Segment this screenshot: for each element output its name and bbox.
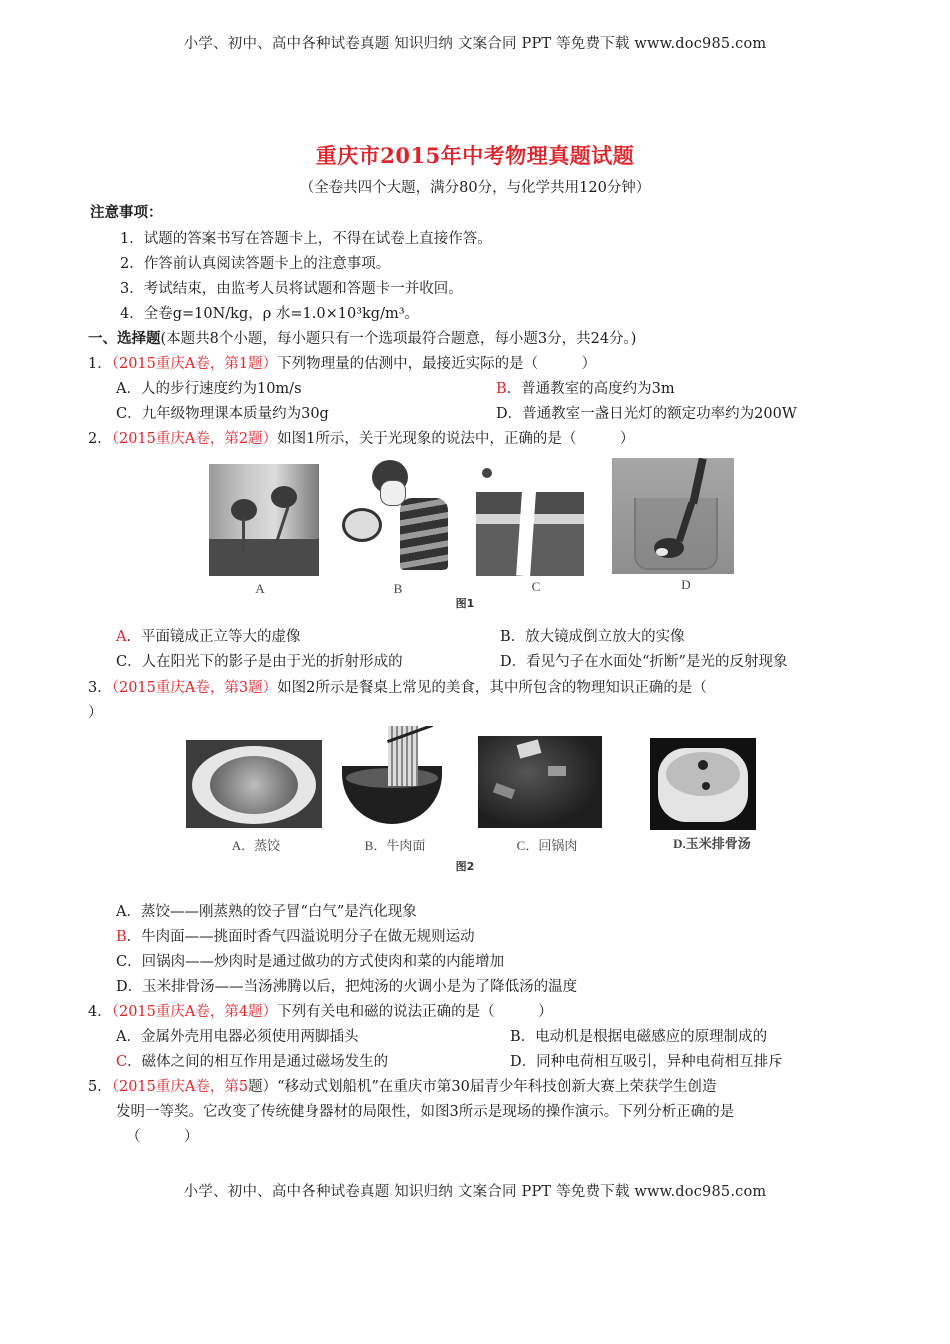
figure-2-label-a: A．蒸饺: [231, 838, 281, 853]
question-5-stem-line2: 发明一等奖。它改变了传统健身器材的局限性，如图3所示是现场的操作演示。下列分析正确的是: [116, 1104, 735, 1120]
option-text: ．牛肉面——挑面时香气四溢说明分子在做无规则运动: [126, 929, 475, 945]
section-heading: [88, 329, 636, 349]
figure-2-panel-c-image: [478, 736, 602, 828]
figure-1-label-b: B: [393, 581, 403, 596]
question-text: 如图1所示，关于光现象的说法中，正确的是（ ）: [277, 431, 635, 447]
option-letter-correct: B: [496, 381, 507, 397]
question-text: 如图2所示是餐桌上常见的美食，其中所包含的物理知识正确的是（: [277, 680, 707, 696]
question-4-stem: [88, 1002, 553, 1022]
option-b: [510, 1027, 767, 1047]
option-c: [116, 404, 329, 424]
option-d: [116, 977, 577, 997]
question-text: 下列物理量的估测中，最接近实际的是（ ）: [277, 356, 597, 372]
option-b: [116, 927, 475, 947]
option-text: ．金属外壳用电器必须使用两脚插头: [126, 1029, 359, 1045]
figure-2-label-d: D.玉米排骨汤: [673, 836, 751, 851]
option-letter: D: [496, 406, 508, 422]
figure-1-panel-b-image: [340, 458, 450, 578]
option-letter: D: [510, 1054, 522, 1070]
option-b: [500, 627, 685, 647]
option-text: ．九年级物理课本质量约为30g: [127, 406, 329, 422]
option-text: ．放大镜成倒立放大的实像: [510, 629, 685, 645]
option-a: [116, 627, 300, 647]
header-banner: 小学、初中、高中各种试卷真题 知识归纳 文案合同 PPT 等免费下载 www.doc985.com: [183, 36, 767, 52]
figure-1-panel-a-image: [209, 464, 319, 576]
option-text: ．回锅肉——炒肉时是通过做功的方式使肉和菜的内能增加: [127, 954, 505, 970]
option-text: ．看见勺子在水面处“折断”是光的反射现象: [511, 654, 788, 670]
question-source: （2015重庆A卷，第3题）: [111, 680, 278, 696]
option-text: ．电动机是根据电磁感应的原理制成的: [520, 1029, 768, 1045]
option-a: [116, 1027, 358, 1047]
footer-banner: 小学、初中、高中各种试卷真题 知识归纳 文案合同 PPT 等免费下载 www.doc985.com: [183, 1184, 767, 1200]
option-text: ．普通教室一盏日光灯的额定功率约为200W: [507, 406, 797, 422]
option-text: ．磁体之间的相互作用是通过磁场发生的: [127, 1054, 389, 1070]
option-letter: B: [500, 629, 511, 645]
question-number: 2．: [88, 431, 112, 447]
note-item: 2．作答前认真阅读答题卡上的注意事项。: [120, 256, 391, 272]
question-number: 4．: [88, 1004, 112, 1020]
figure-1-label-d: D: [681, 577, 691, 592]
option-letter: B: [510, 1029, 521, 1045]
option-a: [116, 902, 417, 922]
question-2-stem: [88, 429, 634, 449]
option-letter: D: [500, 654, 512, 670]
option-text: ．蒸饺——刚蒸熟的饺子冒“白气”是汽化现象: [126, 904, 417, 920]
figure-1-panel-c-image: [476, 464, 584, 576]
option-letter: C: [116, 406, 128, 422]
option-letter: A: [116, 1029, 127, 1045]
option-text: ．普通教室的高度约为3m: [506, 381, 675, 397]
option-letter: A: [116, 381, 127, 397]
note-item: 3．考试结束，由监考人员将试题和答题卡一并收回。: [120, 281, 463, 297]
question-1-stem: [88, 354, 596, 374]
question-number: 3．: [88, 680, 112, 696]
option-text: ．同种电荷相互吸引，异种电荷相互排斥: [521, 1054, 783, 1070]
figure-1-label-c: C: [531, 579, 541, 594]
section-description: (本题共8个小题，每小题只有一个选项最符合题意，每小题3分，共24分。): [160, 331, 637, 347]
option-text: ．人在阳光下的影子是由于光的折射形成的: [127, 654, 403, 670]
question-source: （2015重庆A卷，第2题）: [111, 431, 278, 447]
question-source: （2015重庆A卷，第4题）: [111, 1004, 278, 1020]
option-c: [116, 652, 403, 672]
option-d: [510, 1052, 783, 1072]
section-title: 一、选择题: [88, 330, 161, 347]
question-source-tail: 题）: [248, 1079, 278, 1095]
option-letter-correct: B: [116, 929, 127, 945]
figure-2-caption: 图2: [455, 860, 475, 873]
option-letter-correct: A: [116, 629, 127, 645]
question-text: 下列有关电和磁的说法正确的是（ ）: [277, 1004, 553, 1020]
figure-2-panel-d-image: [650, 738, 756, 830]
option-text: ．平面镜成正立等大的虚像: [126, 629, 301, 645]
figure-1-label-a: A: [255, 581, 265, 596]
option-c: [116, 952, 504, 972]
question-5-stem: [88, 1077, 716, 1097]
option-letter: C: [116, 654, 128, 670]
question-3-stem: [88, 678, 707, 698]
question-source: （2015重庆A卷，第5: [111, 1079, 249, 1095]
note-item: 1．试题的答案书写在答题卡上，不得在试卷上直接作答。: [120, 231, 492, 247]
option-b: [496, 379, 675, 399]
option-text: ．玉米排骨汤——当汤沸腾以后，把炖汤的火调小是为了降低汤的温度: [127, 979, 578, 995]
option-d: [500, 652, 787, 672]
option-letter-correct: C: [116, 1054, 128, 1070]
option-letter: D: [116, 979, 128, 995]
option-text: ．人的步行速度约为10m/s: [126, 381, 302, 397]
notes-heading: 注意事项：: [90, 204, 163, 221]
option-letter: A: [116, 904, 127, 920]
question-5-answer-blank: （ ）: [126, 1129, 199, 1145]
figure-1-caption: 图1: [455, 597, 475, 610]
option-d: [496, 404, 797, 424]
question-number: 1．: [88, 356, 112, 372]
option-a: [116, 379, 302, 399]
figure-2-panel-a-image: [186, 740, 322, 828]
figure-2-label-c: C．回锅肉: [516, 838, 578, 853]
option-c: [116, 1052, 388, 1072]
question-source: （2015重庆A卷，第1题）: [111, 356, 278, 372]
page-title: 重庆市2015年中考物理真题试题: [315, 143, 635, 168]
exam-subtitle: （全卷共四个大题，满分80分，与化学共用120分钟）: [299, 180, 651, 196]
figure-1-panel-d-image: [612, 458, 734, 574]
option-letter: C: [116, 954, 128, 970]
note-item: 4．全卷g=10N/kg，ρ 水=1.0×10³kg/m³。: [120, 306, 420, 322]
question-number: 5．: [88, 1079, 112, 1095]
figure-2-label-b: B．牛肉面: [364, 838, 426, 853]
figure-2-panel-b-image: [340, 726, 446, 828]
question-text: “移动式划船机”在重庆市第30届青少年科技创新大赛上荣获学生创造: [277, 1079, 717, 1095]
question-3-stem-cont: ）: [88, 705, 103, 721]
